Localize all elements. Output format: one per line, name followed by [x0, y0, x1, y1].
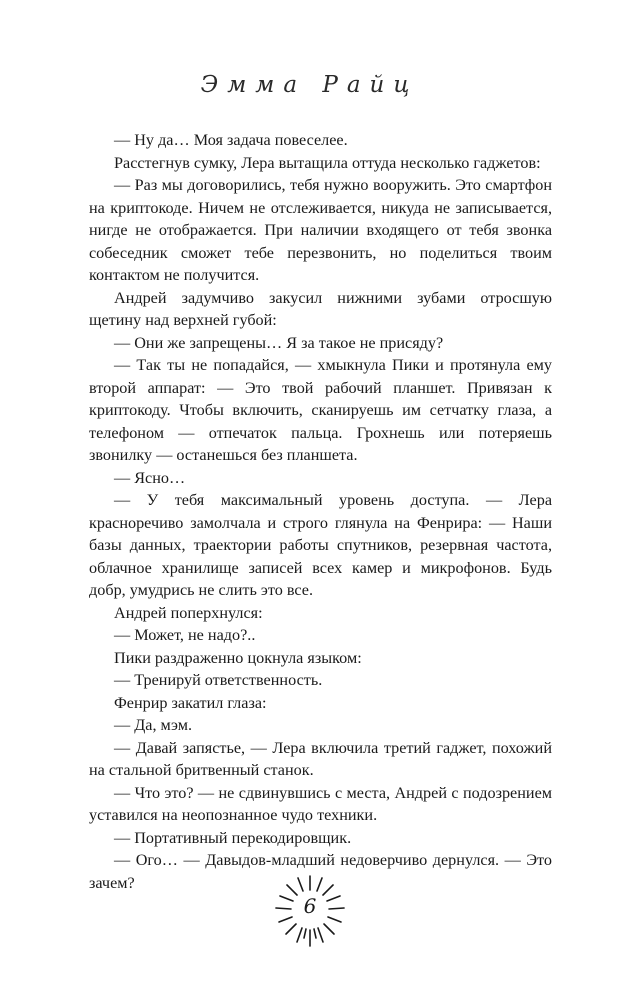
paragraph: Андрей поперхнулся:	[114, 603, 263, 622]
page-number-ornament	[270, 872, 350, 952]
body-text	[89, 129, 552, 894]
paragraph: — Что это? — не сдвинувшись с места, Андрей с подозрением уставился на неопознанное чудо техники.	[89, 783, 552, 824]
paragraph: Расстегнув сумку, Лера вытащила оттуда несколько гаджетов:	[114, 153, 541, 172]
paragraph: — Так ты не попадайся, — хмыкнула Пики и протянула ему второй аппарат: — Это твой рабочий планшет. Привязан к криптокоду. Чтобы включить, сканируешь им сетчатку глаза, а телефоном — отпечаток пальца. Грохнешь или потеряешь звонилку — останешься без планшета.	[89, 356, 552, 464]
paragraph: — Ну да… Моя задача повеселее.	[114, 131, 348, 149]
paragraph: — Они же запрещены… Я за такое не присяду?	[114, 333, 444, 352]
paragraph: — Может, не надо?..	[114, 626, 256, 644]
paragraph: — Тренируй ответственность.	[114, 671, 323, 689]
running-header-author: Эмма Райц	[200, 72, 419, 98]
paragraph: — Раз мы договорились, тебя нужно вооружить. Это смартфон на криптокоде. Ничем не отслеживается, никуда не записывается, нигде не отображается. При наличии входящего от тебя звонка собеседник сможет тебе перезвонить, но поделиться твоим контактом не получится.	[89, 176, 552, 284]
paragraph: Пики раздраженно цокнула языком:	[114, 648, 362, 667]
paragraph: — У тебя максимальный уровень доступа. — Лера красноречиво замолчала и строго глянула на Фенрира: — Наши базы данных, траектории работы спутников, резервная частота, облачное хранилище записей всех камер и микрофонов. Будь добр, умудрись не слить это все.	[89, 491, 552, 599]
paragraph: — Портативный перекодировщик.	[114, 828, 352, 847]
paragraph: — Давай запястье, — Лера включила третий гаджет, похожий на стальной бритвенный станок.	[89, 738, 552, 779]
page-number: 6	[303, 894, 317, 918]
paragraph: — Ясно…	[114, 468, 186, 487]
paragraph: Фенрир закатил глаза:	[114, 693, 267, 712]
paragraph: Андрей задумчиво закусил нижними зубами отросшую щетину над верхней губой:	[89, 288, 552, 329]
paragraph: — Ого… — Давыдов-младший недоверчиво дернулся. — Это зачем?	[89, 851, 552, 892]
paragraph: — Да, мэм.	[114, 716, 193, 734]
